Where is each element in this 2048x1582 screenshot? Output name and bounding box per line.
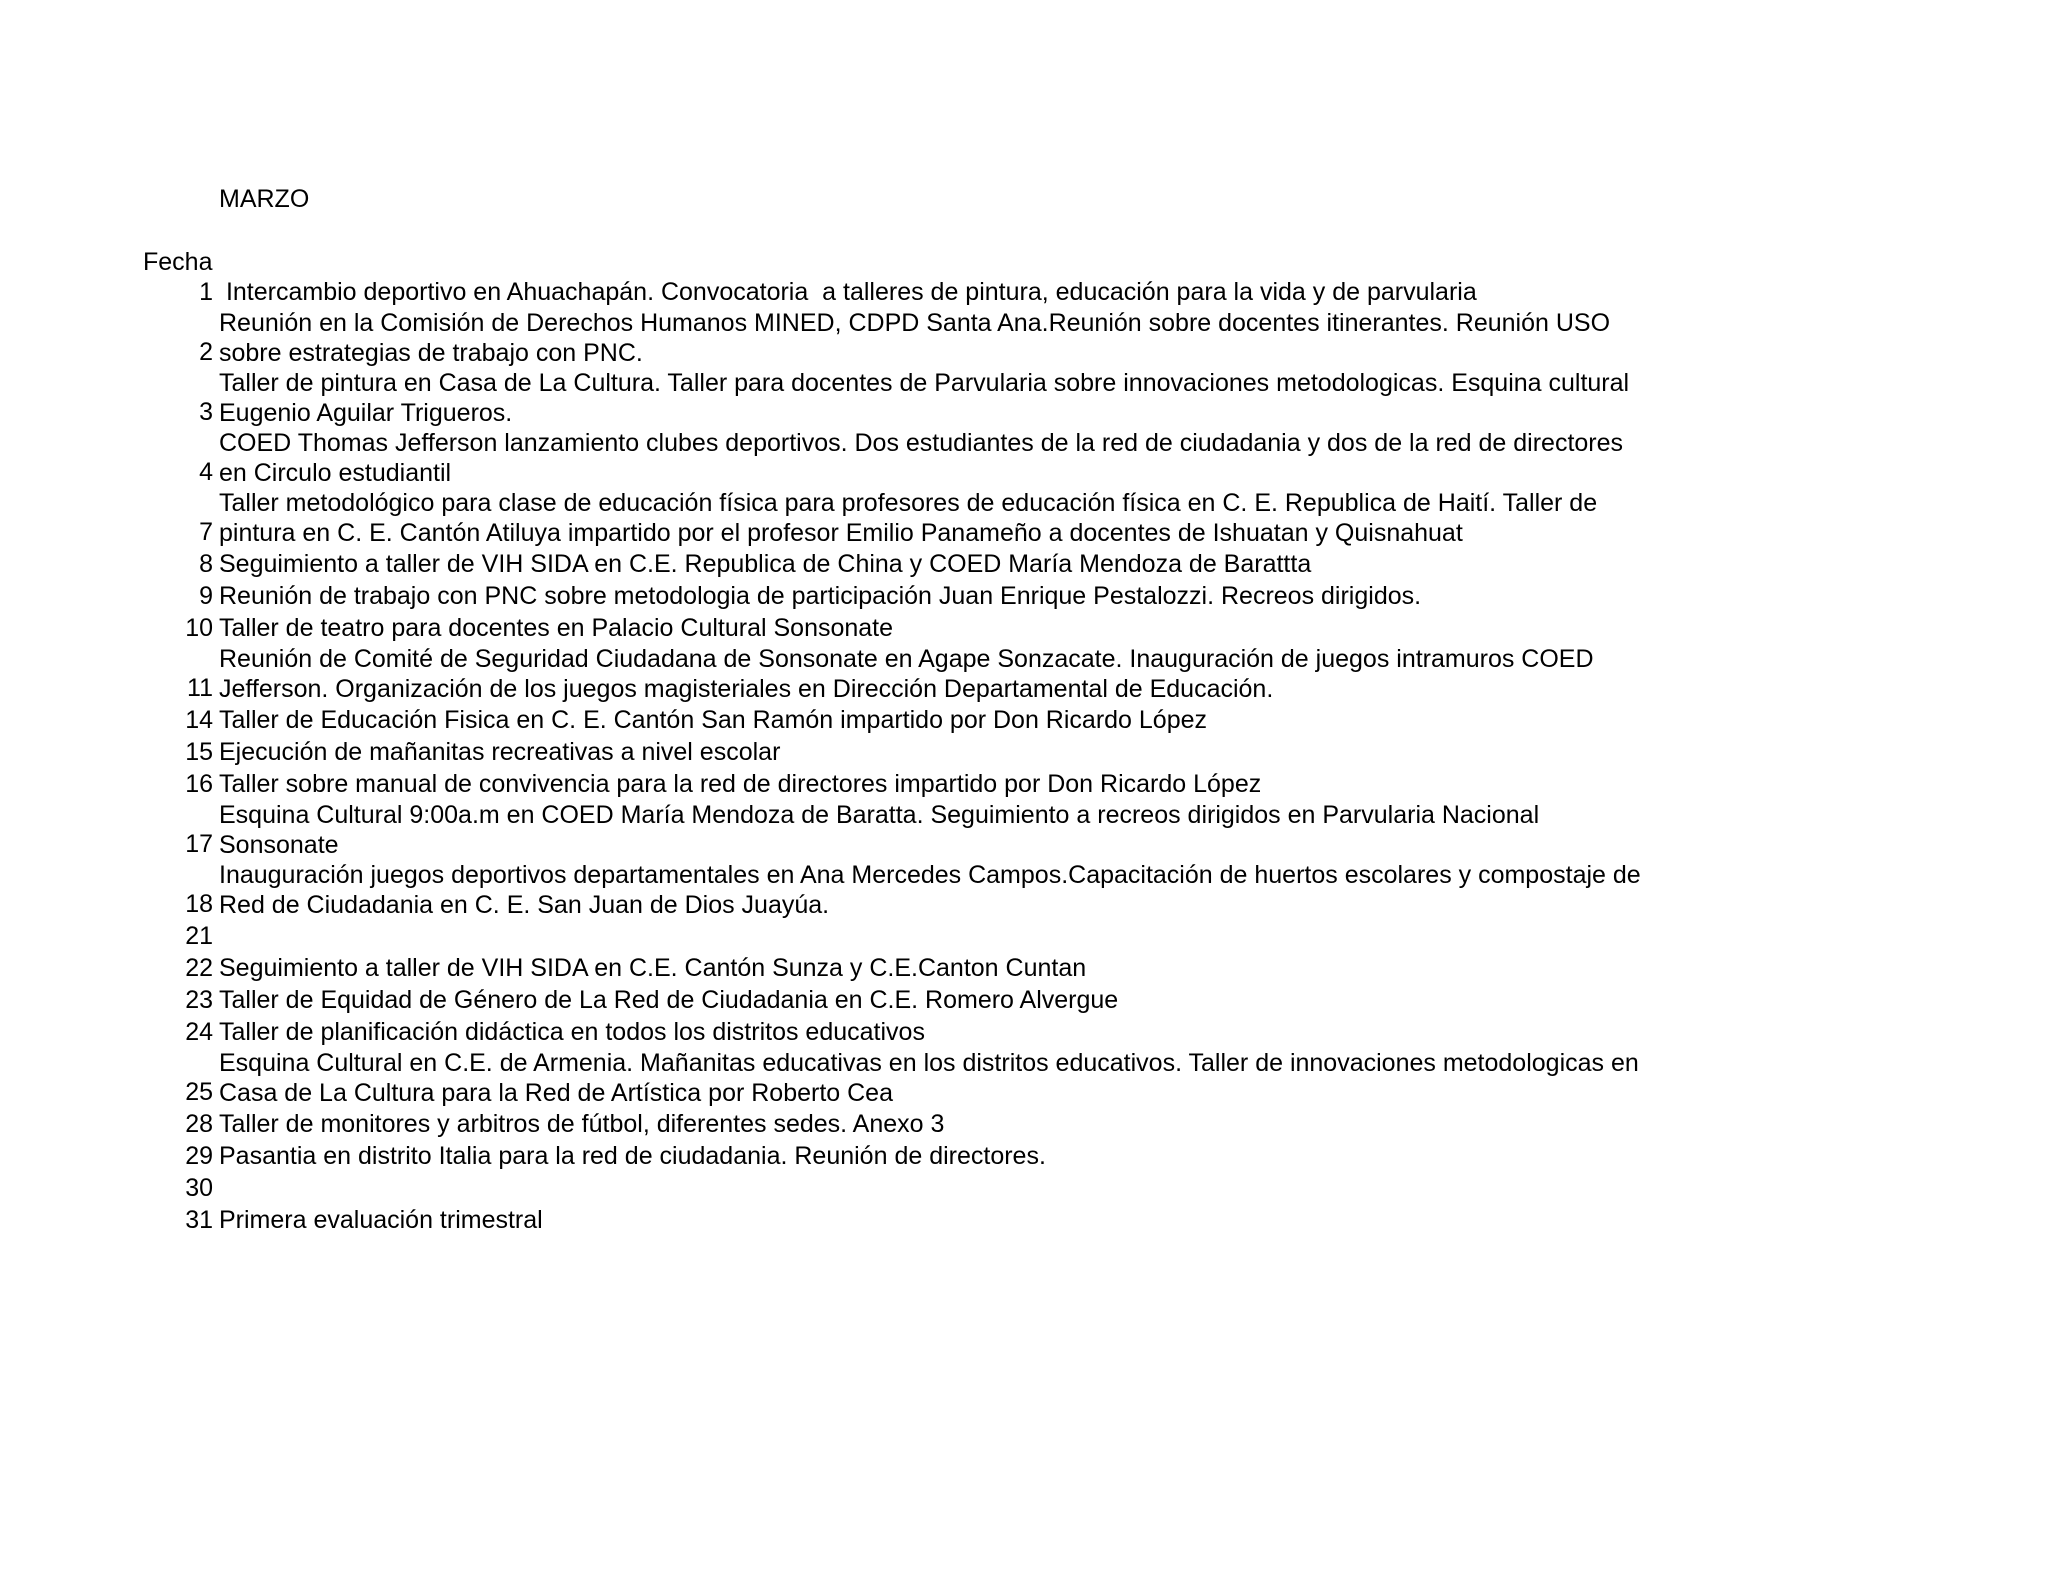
activity-day: 31 xyxy=(185,1206,213,1234)
activity-description-line xyxy=(219,920,1729,952)
activity-description-line: pintura en C. E. Cantón Atiluya impartido por el profesor Emilio Panameño a docentes de Ishuatan y Quisnahuat xyxy=(219,519,1463,547)
activity-description-line: Taller de Equidad de Género de La Red de Ciudadania en C.E. Romero Alvergue xyxy=(219,986,1119,1014)
activity-description xyxy=(219,276,1729,308)
activity-description-line: Primera evaluación trimestral xyxy=(219,1206,543,1234)
activity-description-line: Inauguración juegos deportivos departamentales en Ana Mercedes Campos.Capacitación de huertos escolares y compostaje de xyxy=(219,861,1641,889)
activity-row xyxy=(0,612,2048,644)
activity-description xyxy=(219,1016,1729,1048)
activity-description-line: Pasantia en distrito Italia para la red de ciudadania. Reunión de directores. xyxy=(219,1142,1046,1170)
activity-day: 24 xyxy=(185,1018,213,1046)
activity-description xyxy=(219,984,1729,1016)
activity-description-line: Jefferson. Organización de los juegos magisteriales en Dirección Departamental de Educación. xyxy=(219,675,1274,703)
activity-description xyxy=(219,860,1729,920)
activity-description xyxy=(219,768,1729,800)
activity-description-line: Taller de monitores y arbitros de fútbol, diferentes sedes. Anexo 3 xyxy=(219,1110,945,1138)
activity-description xyxy=(219,1140,1729,1172)
activity-description-line: COED Thomas Jefferson lanzamiento clubes deportivos. Dos estudiantes de la red de ciudadania y dos de la red de directores xyxy=(219,429,1624,457)
activity-description xyxy=(219,308,1729,368)
activity-description xyxy=(219,1108,1729,1140)
activity-row xyxy=(0,860,2048,920)
activity-description-line: Esquina Cultural en C.E. de Armenia. Mañanitas educativas en los distritos educativos. Taller de innovaciones metodologicas en xyxy=(219,1049,1639,1077)
activity-description-line: Taller de planificación didáctica en todos los distritos educativos xyxy=(219,1018,925,1046)
activity-day: 8 xyxy=(199,550,213,578)
activity-day: 3 xyxy=(199,398,213,426)
activity-description-line: Seguimiento a taller de VIH SIDA en C.E. Cantón Sunza y C.E.Canton Cuntan xyxy=(219,954,1087,982)
activity-day: 18 xyxy=(185,890,213,918)
activity-day: 4 xyxy=(199,458,213,486)
activity-description xyxy=(219,580,1729,612)
activity-description-line: Intercambio deportivo en Ahuachapán. Convocatoria a talleres de pintura, educación para la vida y de parvularia xyxy=(219,278,1477,306)
activity-row xyxy=(0,488,2048,548)
activity-description-line: Reunión de Comité de Seguridad Ciudadana de Sonsonate en Agape Sonzacate. Inauguración de juegos intramuros COED xyxy=(219,645,1594,673)
activity-description xyxy=(219,488,1729,548)
activity-description xyxy=(219,1204,1729,1236)
activity-description xyxy=(219,1172,1729,1204)
activity-row xyxy=(0,308,2048,368)
activity-row xyxy=(0,276,2048,308)
activity-description-line: en Circulo estudiantil xyxy=(219,459,452,487)
activity-row xyxy=(0,920,2048,952)
activity-row xyxy=(0,548,2048,580)
activity-description xyxy=(219,736,1729,768)
activity-list xyxy=(0,276,2048,1236)
activity-description-line: Taller metodológico para clase de educación física para profesores de educación física en C. E. Republica de Haití. Taller de xyxy=(219,489,1598,517)
activity-description xyxy=(219,644,1729,704)
activity-row xyxy=(0,736,2048,768)
activity-description-line: Taller sobre manual de convivencia para la red de directores impartido por Don Ricardo López xyxy=(219,770,1262,798)
activity-description-line: Red de Ciudadania en C. E. San Juan de Dios Juayúa. xyxy=(219,891,830,919)
activity-description xyxy=(219,952,1729,984)
activity-row xyxy=(0,800,2048,860)
activity-description-line: Reunión en la Comisión de Derechos Humanos MINED, CDPD Santa Ana.Reunión sobre docentes itinerantes. Reunión USO xyxy=(219,309,1611,337)
activity-row xyxy=(0,768,2048,800)
activity-row xyxy=(0,428,2048,488)
activity-row xyxy=(0,704,2048,736)
activity-description xyxy=(219,704,1729,736)
activity-row xyxy=(0,1140,2048,1172)
activity-description-line: Eugenio Aguilar Trigueros. xyxy=(219,399,513,427)
activity-row xyxy=(0,644,2048,704)
activity-description-line: Casa de La Cultura para la Red de Artística por Roberto Cea xyxy=(219,1079,893,1107)
activity-description-line: Seguimiento a taller de VIH SIDA en C.E. Republica de China y COED María Mendoza de Barattta xyxy=(219,550,1312,578)
activity-day: 7 xyxy=(199,518,213,546)
activity-description-line: Taller de pintura en Casa de La Cultura. Taller para docentes de Parvularia sobre innovaciones metodologicas. Esquina cultural xyxy=(219,369,1630,397)
activity-description xyxy=(219,368,1729,428)
activity-row xyxy=(0,1108,2048,1140)
activity-day: 22 xyxy=(185,954,213,982)
activity-description-line: Ejecución de mañanitas recreativas a nivel escolar xyxy=(219,738,781,766)
activity-day: 10 xyxy=(185,614,213,642)
activity-description-line: Taller de Educación Fisica en C. E. Cantón San Ramón impartido por Don Ricardo López xyxy=(219,706,1208,734)
activity-day: 21 xyxy=(185,922,213,950)
activity-description-line: Reunión de trabajo con PNC sobre metodologia de participación Juan Enrique Pestalozzi. Recreos dirigidos. xyxy=(219,582,1422,610)
activity-description-line: Sonsonate xyxy=(219,831,339,859)
activity-day: 29 xyxy=(185,1142,213,1170)
activity-description xyxy=(219,548,1729,580)
activity-day: 25 xyxy=(185,1078,213,1106)
activity-day: 23 xyxy=(185,986,213,1014)
activity-day: 30 xyxy=(185,1174,213,1202)
activity-day: 2 xyxy=(199,338,213,366)
activity-day: 9 xyxy=(199,582,213,610)
activity-row xyxy=(0,1172,2048,1204)
activity-description xyxy=(219,428,1729,488)
activity-day: 17 xyxy=(185,830,213,858)
activity-row xyxy=(0,580,2048,612)
activity-row xyxy=(0,1204,2048,1236)
activity-day: 28 xyxy=(185,1110,213,1138)
date-column-header: Fecha xyxy=(143,248,213,276)
activity-row xyxy=(0,1016,2048,1048)
activity-day: 15 xyxy=(185,738,213,766)
activity-row xyxy=(0,1048,2048,1108)
activity-row xyxy=(0,984,2048,1016)
activity-description xyxy=(219,920,1729,952)
activity-day: 11 xyxy=(187,674,213,702)
activity-description xyxy=(219,612,1729,644)
activity-day: 1 xyxy=(199,278,213,306)
activity-day: 16 xyxy=(185,770,213,798)
activity-description-line: Esquina Cultural 9:00a.m en COED María Mendoza de Baratta. Seguimiento a recreos dirigidos en Parvularia Nacional xyxy=(219,801,1540,829)
activity-description xyxy=(219,800,1729,860)
activity-row xyxy=(0,368,2048,428)
activity-description-line: Taller de teatro para docentes en Palacio Cultural Sonsonate xyxy=(219,614,894,642)
month-title: MARZO xyxy=(219,185,310,213)
activity-description-line xyxy=(219,1172,1729,1204)
activity-description xyxy=(219,1048,1729,1108)
activity-row xyxy=(0,952,2048,984)
activity-day: 14 xyxy=(185,706,213,734)
activity-description-line: sobre estrategias de trabajo con PNC. xyxy=(219,339,643,367)
